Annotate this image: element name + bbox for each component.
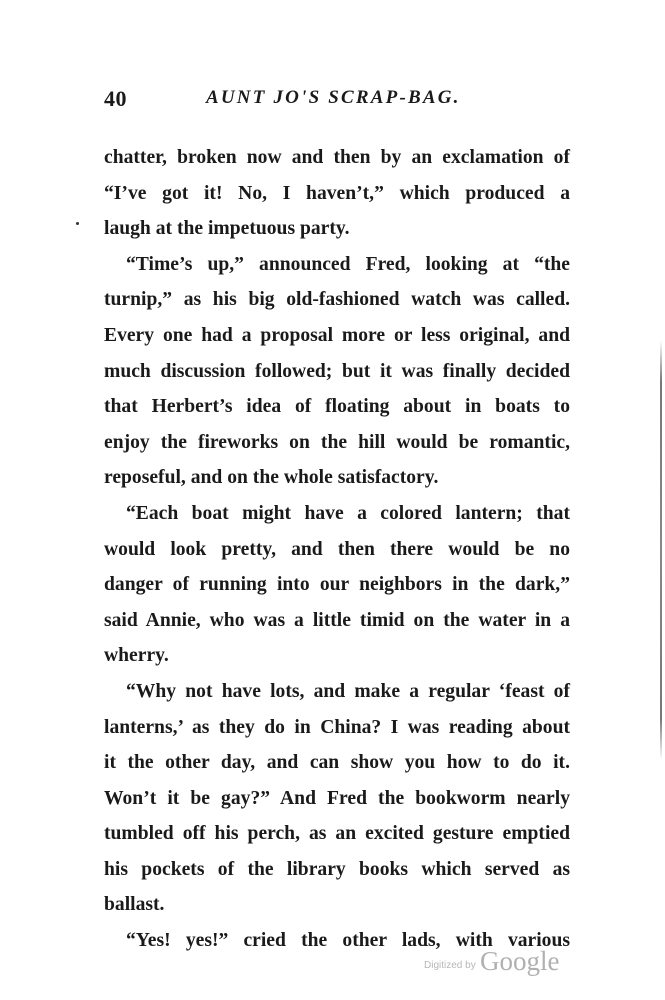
text-line: Won’t it be gay?” And Fred the bookworm nearly xyxy=(104,787,570,809)
body-text xyxy=(104,140,570,959)
text-line: laugh at the impetuous party. xyxy=(104,218,350,240)
text-line: ballast. xyxy=(104,894,165,916)
text-line: much discussion followed; but it was finally decided xyxy=(104,360,570,382)
text-line: wherry. xyxy=(104,645,169,667)
page-edge-shadow xyxy=(660,340,662,760)
text-line: “Time’s up,” announced Fred, looking at “the xyxy=(126,253,570,275)
text-line: danger of running into our neighbors in the dark,” xyxy=(104,574,570,596)
running-title: AUNT JO'S SCRAP-BAG. xyxy=(206,87,461,108)
text-line: “Yes! yes!” cried the other lads, with various xyxy=(126,930,570,952)
text-line: turnip,” as his big old-fashioned watch was called. xyxy=(104,289,570,311)
text-line: tumbled off his perch, as an excited gesture emptied xyxy=(104,823,570,845)
text-line: “I’ve got it! No, I haven’t,” which produced a xyxy=(104,182,570,204)
text-line: lanterns,’ as they do in China? I was reading about xyxy=(104,716,570,738)
text-line: it the other day, and can show you how to do it. xyxy=(104,752,570,774)
text-line: his pockets of the library books which served as xyxy=(104,858,570,880)
text-line: reposeful, and on the whole satisfactory. xyxy=(104,467,439,489)
text-line: Every one had a proposal more or less original, and xyxy=(104,324,570,346)
text-line: “Why not have lots, and make a regular ‘feast of xyxy=(126,680,570,702)
digitized-watermark xyxy=(424,946,564,982)
running-header xyxy=(104,86,564,116)
text-line: would look pretty, and then there would be no xyxy=(104,538,570,560)
text-line: chatter, broken now and then by an exclamation of xyxy=(104,147,570,168)
text-line: said Annie, who was a little timid on the water in a xyxy=(104,609,570,631)
text-line: that Herbert’s idea of floating about in boats to xyxy=(104,396,570,418)
text-line: “Each boat might have a colored lantern; that xyxy=(126,502,570,524)
google-logo: Google xyxy=(480,946,560,976)
text-line: enjoy the fireworks on the hill would be romantic, xyxy=(104,431,570,453)
watermark-prefix: Digitized by xyxy=(424,960,476,971)
margin-mark xyxy=(76,222,79,225)
page-number: 40 xyxy=(104,86,127,111)
